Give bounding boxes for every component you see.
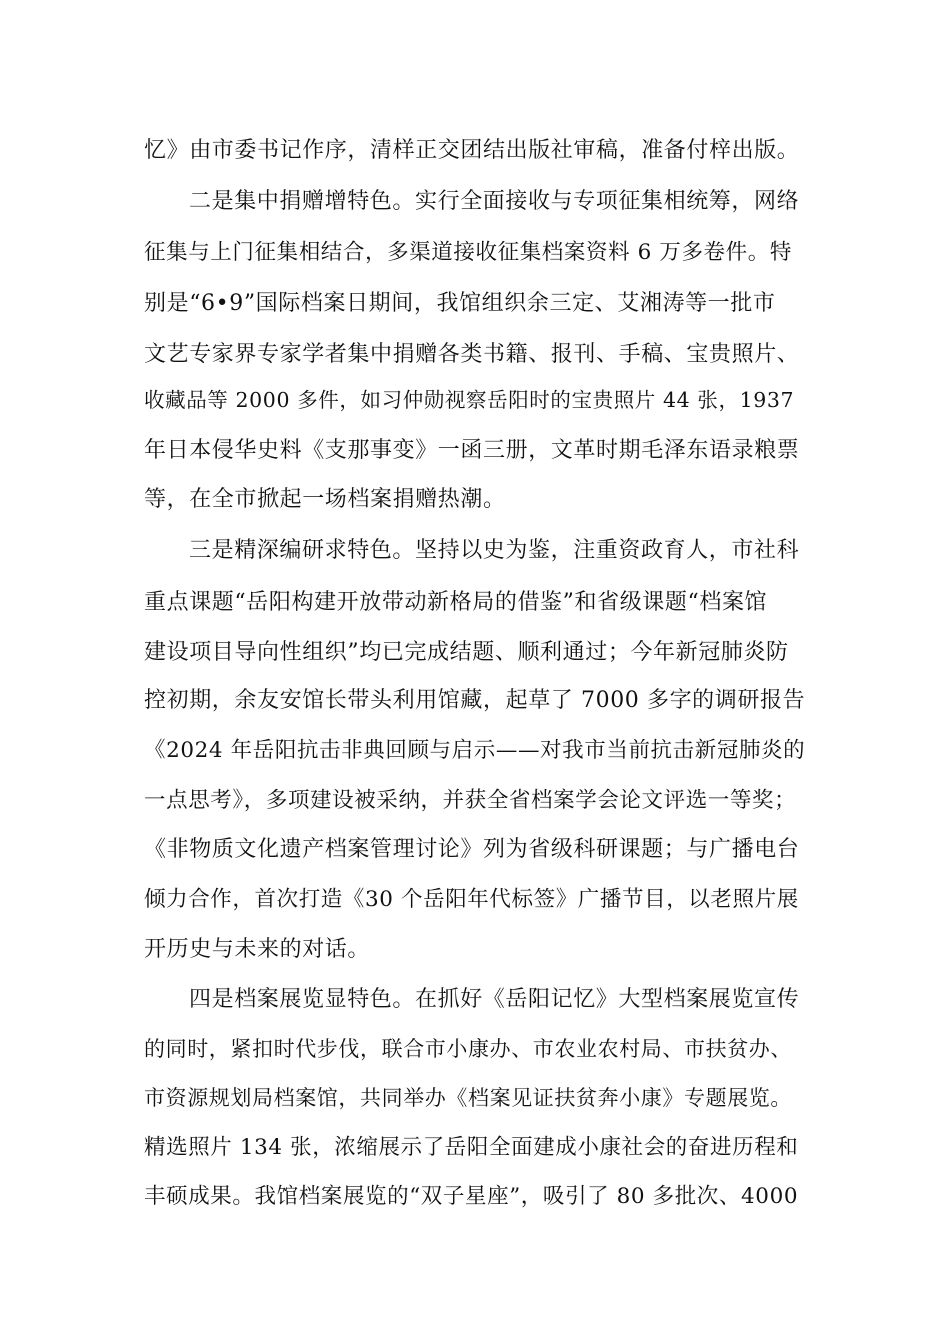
text-line: 建设项目导向性组织”均已完成结题、顺利通过；今年新冠肺炎防	[144, 640, 789, 665]
paragraph-first-line: 四是档案展览显特色。在抓好《岳阳记忆》大型档案展览宣传	[189, 987, 800, 1012]
text-line: 文艺专家界专家学者集中捐赠各类书籍、报刊、手稿、宝贵照片、	[144, 342, 800, 367]
text-line: 等，在全市掀起一场档案捐赠热潮。	[144, 487, 506, 512]
text-line: 收藏品等 2000 多件，如习仲勋视察岳阳时的宝贵照片 44 张，1937	[144, 388, 795, 412]
text-line: 征集与上门征集相结合，多渠道接收征集档案资料 6 万多卷件。特	[144, 240, 792, 265]
text-line: 市资源规划局档案馆，共同举办《档案见证扶贫奔小康》专题展览。	[144, 1086, 792, 1110]
text-line: 的同时，紧扣时代步伐，联合市小康办、市农业农村局、市扶贫办、	[144, 1037, 792, 1061]
text-line: 一点思考》，多项建设被采纳，并获全省档案学会论文评选一等奖；	[144, 788, 797, 813]
text-line: 开历史与未来的对话。	[144, 937, 371, 962]
text-line: 丰硕成果。我馆档案展览的“双子星座”，吸引了 80 多批次、4000	[144, 1184, 799, 1209]
paragraph-first-line: 三是精深编研求特色。坚持以史为鉴，注重资政育人，市社科	[189, 538, 800, 563]
text-line: 精选照片 134 张，浓缩展示了岳阳全面建成小康社会的奋进历程和	[144, 1135, 799, 1160]
paragraph-first-line: 二是集中捐赠增特色。实行全面接收与专项征集相统筹，网络	[189, 189, 800, 214]
text-line: 年日本侵华史料《支那事变》一函三册，文革时期毛泽东语录粮票	[144, 438, 800, 463]
text-line: 忆》由市委书记作序，清样正交团结出版社审稿，准备付梓出版。	[144, 138, 800, 163]
text-line: 重点课题“岳阳构建开放带动新格局的借鉴”和省级课题“档案馆	[144, 590, 768, 615]
text-line: 《2024 年岳阳抗击非典回顾与启示——对我市当前抗击新冠肺炎的	[144, 738, 806, 763]
text-line: 《非物质文化遗产档案管理讨论》列为省级科研课题；与广播电台	[144, 837, 800, 862]
text-line: 倾力合作，首次打造《30 个岳阳年代标签》广播节目，以老照片展	[144, 887, 799, 912]
text-line: 别是“6•9”国际档案日期间，我馆组织余三定、艾湘涛等一批市	[144, 291, 776, 316]
text-line: 控初期，余友安馆长带头利用馆藏，起草了 7000 多字的调研报告	[144, 688, 806, 713]
